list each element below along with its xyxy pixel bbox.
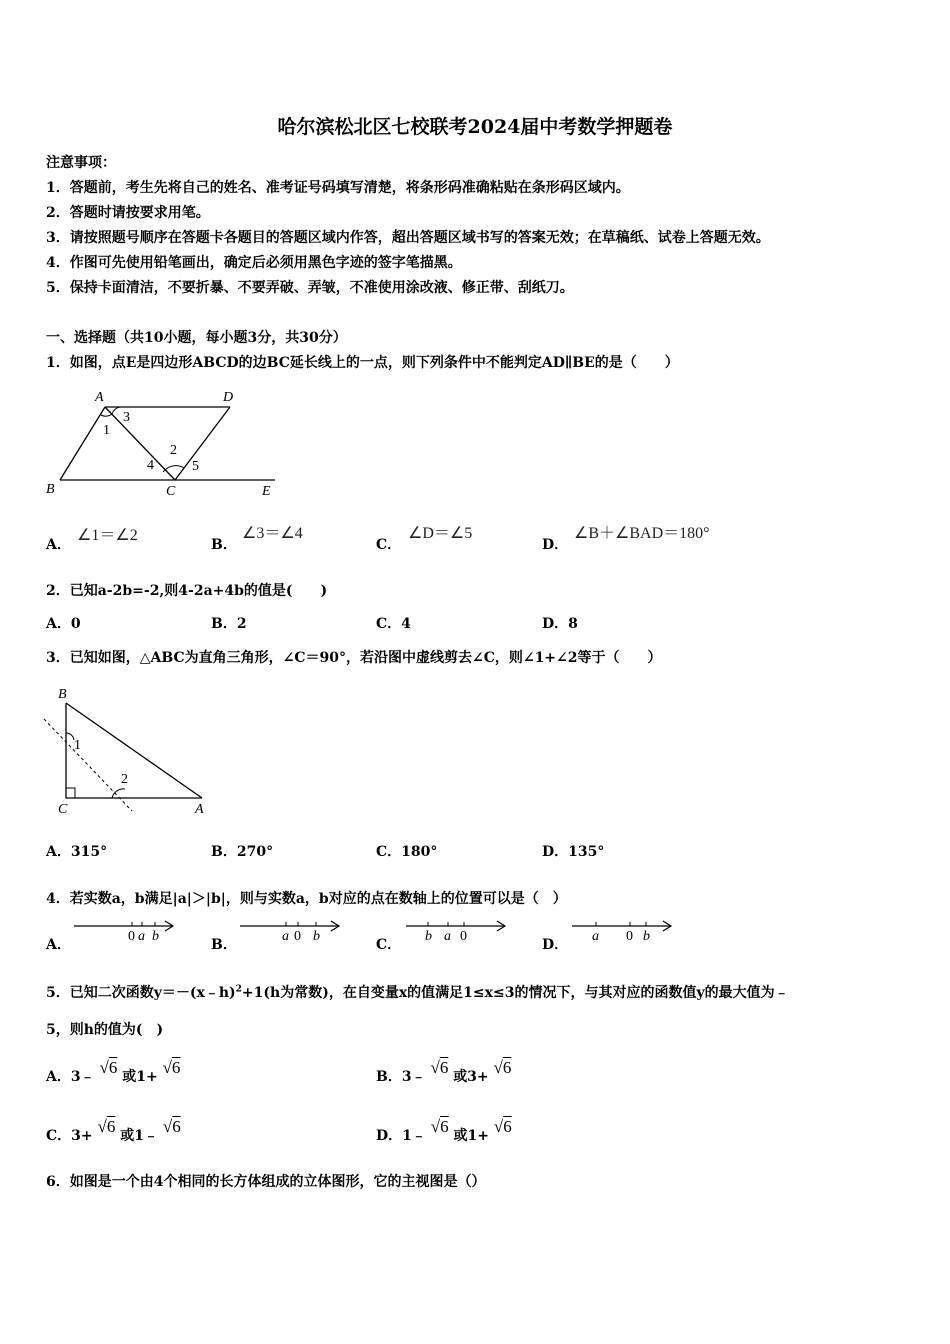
- fig1-label-b: B: [46, 482, 55, 497]
- axis-label: b: [152, 929, 159, 944]
- q5-option-c[interactable]: C．3+ √6 或1﹣ √6: [46, 1117, 181, 1144]
- q1-option-a-letter[interactable]: A．: [46, 537, 71, 553]
- q2-option-c[interactable]: C．4: [376, 616, 411, 632]
- question-1-figure: [40, 385, 290, 505]
- axis-label: 0: [128, 929, 135, 944]
- q5-option-a[interactable]: A．3﹣ √6 或1+ √6: [46, 1058, 181, 1085]
- fig1-label-e: E: [262, 484, 271, 499]
- notice-item: 1．答题前，考生先将自己的姓名、准考证号码填写清楚，将条形码准确粘贴在条形码区域内。: [46, 180, 630, 196]
- question-5-stem-line2: 5，则h的值为( ): [46, 1022, 164, 1038]
- q5-option-b[interactable]: B．3﹣ √6 或3+ √6: [376, 1058, 512, 1085]
- question-3-stem: 3．已知如图，△ABC为直角三角形，∠C＝90°，若沿图中虚线剪去∠C，则∠1+∠2等于（ ）: [46, 650, 662, 666]
- fig3-label-b: B: [58, 687, 67, 702]
- question-3-figure: [40, 685, 220, 820]
- sqrt-6: √6: [430, 1117, 449, 1136]
- q3-option-a[interactable]: A．315°: [46, 844, 108, 860]
- sqrt-6: √6: [99, 1058, 118, 1077]
- question-5-stem: 5．已知二次函数y＝－(x﹣h)$^2$+1(h为常数)，在自变量x的值满足1≤x≤3的情况下，与其对应的函数值y的最大值为﹣: [46, 984, 789, 1001]
- question-4-stem: 4．若实数a，b满足|a|＞|b|，则与实数a，b对应的点在数轴上的位置可以是（ ）: [46, 891, 567, 907]
- axis-label: b: [313, 929, 320, 944]
- notice-item: 3．请按照题号顺序在答题卡各题目的答题区域内作答，超出答题区域书写的答案无效；在草稿纸、试卷上答题无效。: [46, 230, 770, 246]
- q4-option-a-number-line: [72, 912, 182, 944]
- fig1-angle-4: 4: [147, 458, 154, 473]
- fig1-angle-3: 3: [123, 410, 130, 425]
- fig1-label-a: A: [95, 390, 104, 405]
- q1-option-a-content: ∠1＝∠2: [77, 527, 138, 544]
- question-1-stem: 1．如图，点E是四边形ABCD的边BC延长线上的一点，则下列条件中不能判定AD∥BE的是（ ）: [46, 355, 679, 371]
- axis-label: a: [592, 929, 599, 944]
- q1-option-d-content: ∠B＋∠BAD＝180°: [574, 525, 710, 542]
- question-6-stem: 6．如图是一个由4个相同的长方体组成的立体图形，它的主视图是（）: [46, 1174, 486, 1190]
- q1-option-c-content: ∠D＝∠5: [408, 525, 473, 542]
- axis-label: 0: [294, 929, 301, 944]
- q2-option-b[interactable]: B．2: [211, 616, 247, 632]
- q5-option-d[interactable]: D．1﹣ √6 或1+ √6: [376, 1117, 512, 1144]
- fig3-angle-1: 1: [74, 738, 81, 753]
- notice-heading: 注意事项：: [46, 155, 116, 171]
- q2-option-a[interactable]: A．0: [46, 616, 81, 632]
- sqrt-6: √6: [493, 1058, 512, 1077]
- axis-label: a: [282, 929, 289, 944]
- q4-option-a-letter[interactable]: A．: [46, 937, 71, 953]
- sqrt-6: √6: [162, 1117, 181, 1136]
- axis-label: b: [425, 929, 432, 944]
- q4-option-c-letter[interactable]: C．: [376, 937, 402, 953]
- q4-option-d-letter[interactable]: D．: [542, 937, 569, 953]
- axis-label: 0: [460, 929, 467, 944]
- fig1-angle-5: 5: [192, 459, 199, 474]
- q4-option-d-number-line: [570, 912, 680, 944]
- fig3-label-c: C: [58, 802, 68, 817]
- fig3-label-a: A: [195, 802, 204, 817]
- q3-option-c[interactable]: C．180°: [376, 844, 438, 860]
- sqrt-6: √6: [97, 1117, 116, 1136]
- axis-label: a: [444, 929, 451, 944]
- fig1-angle-2: 2: [170, 443, 177, 458]
- axis-label: a: [138, 929, 145, 944]
- section-heading: 一、选择题（共10小题，每小题3分，共30分）: [46, 330, 347, 346]
- q3-option-d[interactable]: D．135°: [542, 844, 605, 860]
- sqrt-6: √6: [162, 1058, 181, 1077]
- q1-option-c-letter[interactable]: C．: [376, 537, 402, 553]
- q1-option-b-content: ∠3＝∠4: [242, 525, 303, 542]
- q1-option-d-letter[interactable]: D．: [542, 537, 569, 553]
- sqrt-6: √6: [430, 1058, 449, 1077]
- q4-option-b-letter[interactable]: B．: [211, 937, 237, 953]
- q4-option-b-number-line: [238, 912, 348, 944]
- fig3-angle-2: 2: [121, 772, 128, 787]
- fig1-label-d: D: [223, 390, 234, 405]
- axis-label: 0: [626, 929, 633, 944]
- q2-option-d[interactable]: D．8: [542, 616, 578, 632]
- axis-label: b: [643, 929, 650, 944]
- notice-item: 4．作图可先使用铅笔画出，确定后必须用黑色字迹的签字笔描黑。: [46, 255, 462, 271]
- q4-option-c-number-line: [404, 912, 514, 944]
- notice-item: 2．答题时请按要求用笔。: [46, 205, 210, 221]
- q3-option-b[interactable]: B．270°: [211, 844, 274, 860]
- fig1-label-c: C: [166, 484, 176, 499]
- fig1-angle-1: 1: [103, 423, 110, 438]
- q1-option-b-letter[interactable]: B．: [211, 537, 237, 553]
- question-2-stem: 2．已知a-2b=-2,则4-2a+4b的值是( ): [46, 583, 328, 599]
- page-title: 哈尔滨松北区七校联考2024届中考数学押题卷: [277, 116, 673, 138]
- notice-item: 5．保持卡面清洁，不要折暴、不要弄破、弄皱，不准使用涂改液、修正带、刮纸刀。: [46, 280, 574, 296]
- sqrt-6: √6: [493, 1117, 512, 1136]
